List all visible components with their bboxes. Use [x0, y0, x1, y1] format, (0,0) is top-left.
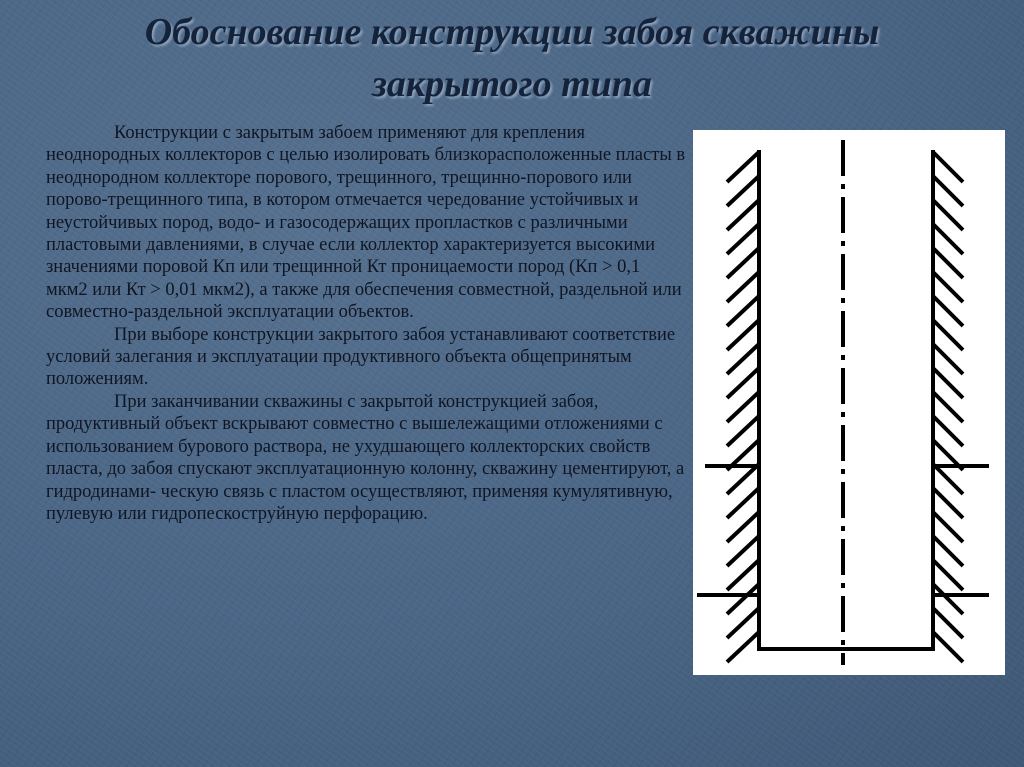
left-hatch-mark	[727, 512, 759, 542]
left-hatch-mark	[727, 248, 759, 278]
right-hatch-mark	[933, 248, 963, 278]
right-hatch-mark	[933, 464, 963, 494]
slide-title-line-2: закрытого типа	[372, 63, 652, 105]
right-hatch-mark	[933, 152, 963, 182]
left-hatch-mark	[727, 464, 759, 494]
left-hatch-mark	[727, 344, 759, 374]
left-hatch-mark	[727, 296, 759, 326]
slide-title-line-1: Обоснование конструкции забоя скважины	[144, 11, 880, 53]
left-hatch-mark	[727, 560, 759, 590]
right-hatch-mark	[933, 272, 963, 302]
left-hatch-mark	[727, 224, 759, 254]
left-hatch-mark	[727, 488, 759, 518]
right-hatch-mark	[933, 176, 963, 206]
left-hatch-mark	[727, 176, 759, 206]
right-hatch-mark	[933, 296, 963, 326]
right-hatch-mark	[933, 344, 963, 374]
right-hatch-mark	[933, 584, 963, 614]
left-hatch-mark	[727, 200, 759, 230]
right-hatch-mark	[933, 200, 963, 230]
right-hatch-mark	[933, 632, 963, 662]
left-hatch-mark	[727, 272, 759, 302]
left-hatch-mark	[727, 632, 759, 662]
right-hatch-mark	[933, 512, 963, 542]
well-bottom-diagram	[693, 130, 1005, 675]
right-hatch-mark	[933, 560, 963, 590]
right-hatch-mark	[933, 368, 963, 398]
left-hatch-mark	[727, 392, 759, 422]
left-hatch-mark	[727, 536, 759, 566]
right-hatch-mark	[933, 488, 963, 518]
left-hatch-mark	[727, 416, 759, 446]
right-hatch-mark	[933, 416, 963, 446]
paragraph-2: При выборе конструкции закрытого забоя устанавливают соответствие условий залегания и эксплуатации продуктивного объекта общепринятым положениям.	[46, 324, 676, 390]
right-wall-hatching	[933, 152, 963, 662]
well-bottom-diagram-svg	[693, 130, 1005, 675]
right-hatch-mark	[933, 224, 963, 254]
right-hatch-mark	[933, 320, 963, 350]
left-hatch-mark	[727, 584, 759, 614]
left-hatch-mark	[727, 320, 759, 350]
paragraph-1: Конструкции с закрытым забоем применяют для крепления неоднородных коллекторов с целью изолировать близкорасположенные пласты в неоднородном коллекторе порового, трещинного, трещинно-порового или порово-трещинного типа, в котором отмечается чередование устойчивых и неустойчивых пород, водо- и газосодержащих пропластков с различными пластовыми давлениями, в случае если коллектор характеризуется высокими значениями поровой Кп или трещинной Кт проницаемости пород (Кп > 0,1 мкм2 или Кт > 0,01 мкм2), а также для обеспечения совместной, раздельной или совместно-раздельной эксплуатации объектов.	[46, 123, 686, 323]
left-wall-hatching	[727, 152, 759, 662]
left-hatch-mark	[727, 368, 759, 398]
left-hatch-mark	[727, 608, 759, 638]
paragraph-3: При заканчивании скважины с закрытой конструкцией забоя, продуктивный объект вскрывают совместно с вышележащими отложениями с использованием бурового раствора, не ухудшающего коллекторских свойств пласта, до забоя спускают эксплуатационную колонну, скважину цементируют, а гидродинами- ческую связь с пластом осуществляют, применяя кумулятивную, пулевую или гидропескоструйную перфорацию.	[46, 391, 685, 524]
right-hatch-mark	[933, 608, 963, 638]
slide-title	[40, 6, 984, 110]
body-text	[46, 122, 686, 525]
right-hatch-mark	[933, 392, 963, 422]
left-hatch-mark	[727, 152, 759, 182]
right-hatch-mark	[933, 536, 963, 566]
